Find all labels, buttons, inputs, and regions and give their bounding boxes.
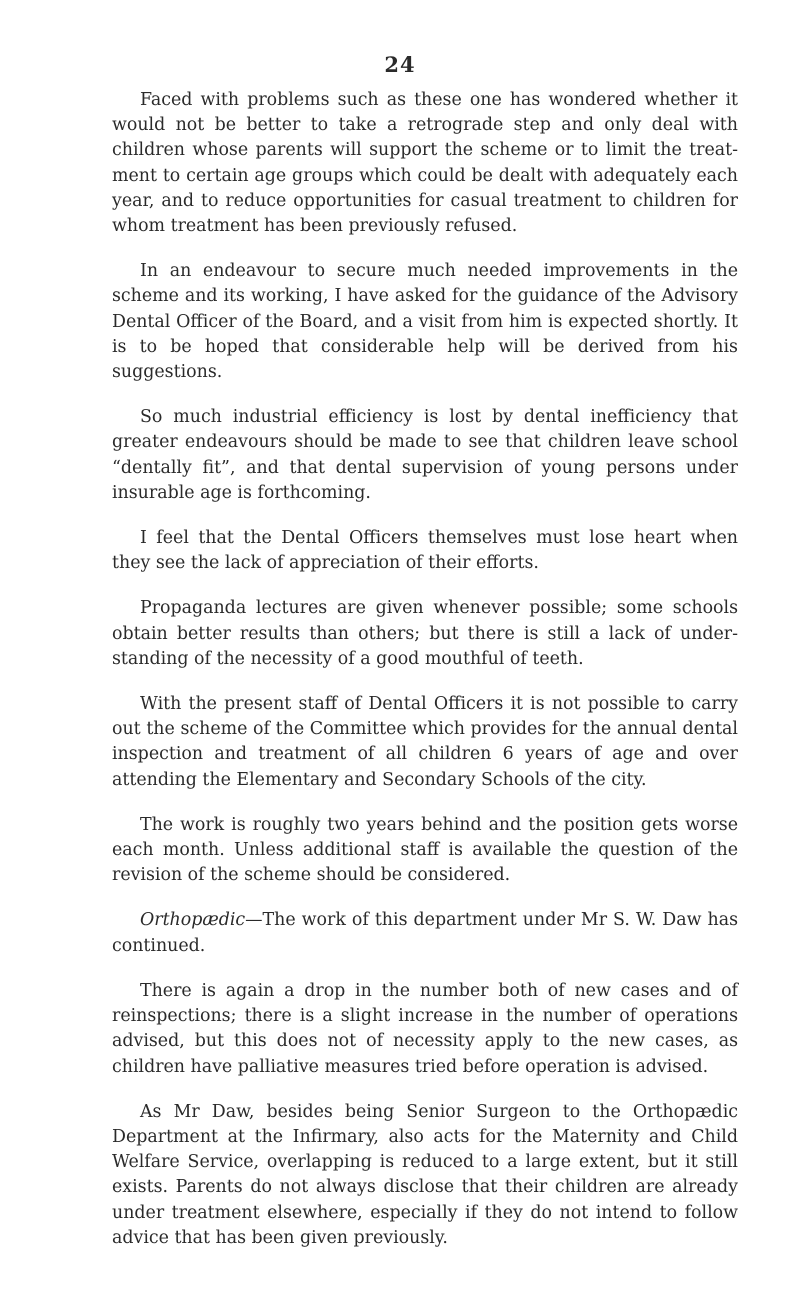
paragraph-dental-officers-heart: I feel that the Dental Officers themselves must lose heart when they see the lack of appreciation of their efforts. [112, 528, 738, 574]
orthopaedic-heading: Orthopædic [140, 910, 246, 931]
paragraph-industrial-efficiency: So much industrial efficiency is lost by dental inefficiency that greater endeavours should be made to see that children leave school “dentally fit”, and that dental supervision of young persons under insurable age is forthcoming. [112, 407, 738, 503]
paragraph-advisory-officer: In an endeavour to secure much needed improvements in the scheme and its working, I have asked for the guidance of the Advisory Dental Officer of the Board, and a visit from him is expected shortly. It is to be hoped that considerable help will be derived from his suggestions. [112, 261, 738, 383]
body-text [112, 88, 738, 1271]
paragraph-work-behind: The work is roughly two years behind and the position gets worse each month. Unless additional staff is available the question of the revision of the scheme should be considered. [112, 814, 738, 886]
orthopaedic-text: —The work of this department under Mr S. W. Daw has continued. [112, 910, 738, 956]
paragraph-staff-shortage: With the present staff of Dental Officers it is not possible to carry out the scheme of the Committee which provides for the annual dental inspection and treatment of all children 6 years of age and over attending the Elementary and Secondary Schools of the city. [112, 694, 738, 790]
paragraph-orthopaedic [112, 908, 738, 958]
page-number: 24 [384, 52, 416, 77]
paragraph-cases-drop: There is again a drop in the number both of new cases and of reinspections; there is a slight increase in the number of operations advised, but this does not of necessity apply to the new cases, as children have palliative measures tried before operation is advised. [112, 980, 738, 1077]
paragraph-propaganda-lectures: Propaganda lectures are given whenever possible; some schools obtain better results than others; but there is still a lack of understanding of the necessity of a good mouthful of teeth. [112, 598, 738, 669]
paragraph-treatment-options: Faced with problems such as these one has wondered whether it would not be better to take a retrograde step and only deal with children whose parents will support the scheme or to limit the treatment to certain age groups which could be dealt with adequately each year, and to reduce opportunities for casual treatment to children for whom treatment has been previously refused. [112, 90, 738, 237]
paragraph-mr-daw: As Mr Daw, besides being Senior Surgeon to the Orthopædic Department at the Infirmary, also acts for the Maternity and Child Welfare Service, overlapping is reduced to a large extent, but it still exists. Parents do not always disclose that their children are already under treatment elsewhere, especially if they do not intend to follow advice that has been given previously. [112, 1101, 738, 1248]
